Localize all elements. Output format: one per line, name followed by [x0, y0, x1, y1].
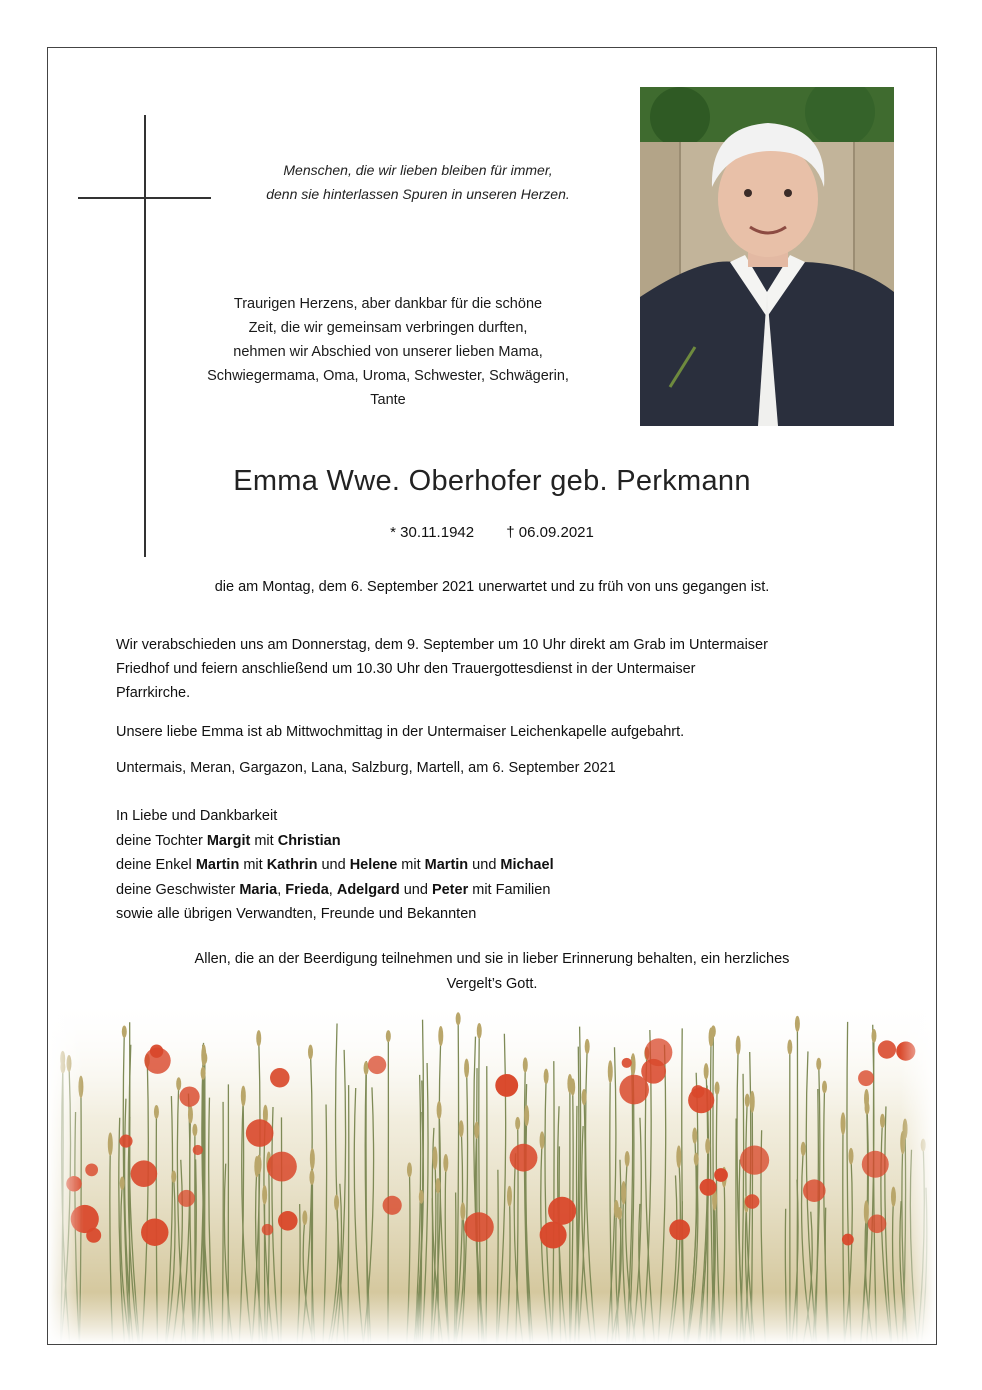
intro-line: Traurigen Herzens, aber dankbar für die schöne — [233, 296, 543, 312]
portrait-photo — [640, 87, 894, 426]
memorial-quote — [208, 158, 628, 206]
family-grandchildren: deine Enkel Martin mit Kathrin und Helene mit Martin und Michael — [116, 857, 554, 873]
birth-date: * 30.11.1942 — [390, 524, 475, 541]
family-others: sowie alle übrigen Verwandten, Freunde und Bekannten — [116, 906, 477, 922]
intro-line: Schwiegermama, Oma, Uroma, Schwester, Schwägerin, — [207, 368, 569, 384]
ceremony-text — [116, 633, 876, 705]
closing-text — [108, 947, 876, 997]
deceased-name: Emma Wwe. Oberhofer geb. Perkmann — [233, 465, 751, 497]
family-siblings: deine Geschwister Maria, Frieda, Adelgard und Peter mit Familien — [116, 881, 551, 898]
quote-line: Menschen, die wir lieben bleiben für immer, — [283, 162, 553, 178]
closing-line: Vergelt’s Gott. — [446, 976, 538, 992]
quote-line: denn sie hinterlassen Spuren in unseren Herzen. — [266, 186, 570, 202]
family-daughter: deine Tochter Margit mit Christian — [116, 832, 341, 849]
intro-text — [178, 292, 598, 412]
family-opening: In Liebe und Dankbarkeit — [116, 808, 278, 824]
intro-line: nehmen wir Abschied von unserer lieben Mama, — [233, 344, 543, 360]
ceremony-line: Pfarrkirche. — [116, 685, 191, 701]
ceremony-line: Friedhof und feiern anschließend um 10.30 Uhr den Trauergottesdienst in der Untermaiser — [116, 661, 696, 677]
family-signature — [116, 804, 876, 927]
obituary-card — [47, 47, 937, 1345]
place-date: Untermais, Meran, Gargazon, Lana, Salzburg, Martell, am 6. September 2021 — [116, 760, 616, 776]
passing-line: die am Montag, dem 6. September 2021 unerwartet und zu früh von uns gegangen ist. — [214, 579, 770, 595]
viewing-text: Unsere liebe Emma ist ab Mittwochmittag in der Untermaiser Leichenkapelle aufgebahrt. — [116, 724, 685, 740]
intro-line: Tante — [370, 392, 406, 408]
life-dates — [48, 524, 936, 541]
cross-icon-bar — [78, 197, 211, 199]
intro-line: Zeit, die wir gemeinsam verbringen durften, — [248, 320, 528, 336]
closing-line: Allen, die an der Beerdigung teilnehmen und sie in lieber Erinnerung behalten, ein herzliches — [194, 951, 790, 967]
poppy-meadow-image — [48, 998, 936, 1344]
ceremony-line: Wir verabschieden uns am Donnerstag, dem 9. September um 10 Uhr direkt am Grab im Untermaiser — [116, 637, 768, 653]
death-date: † 06.09.2021 — [506, 524, 594, 541]
